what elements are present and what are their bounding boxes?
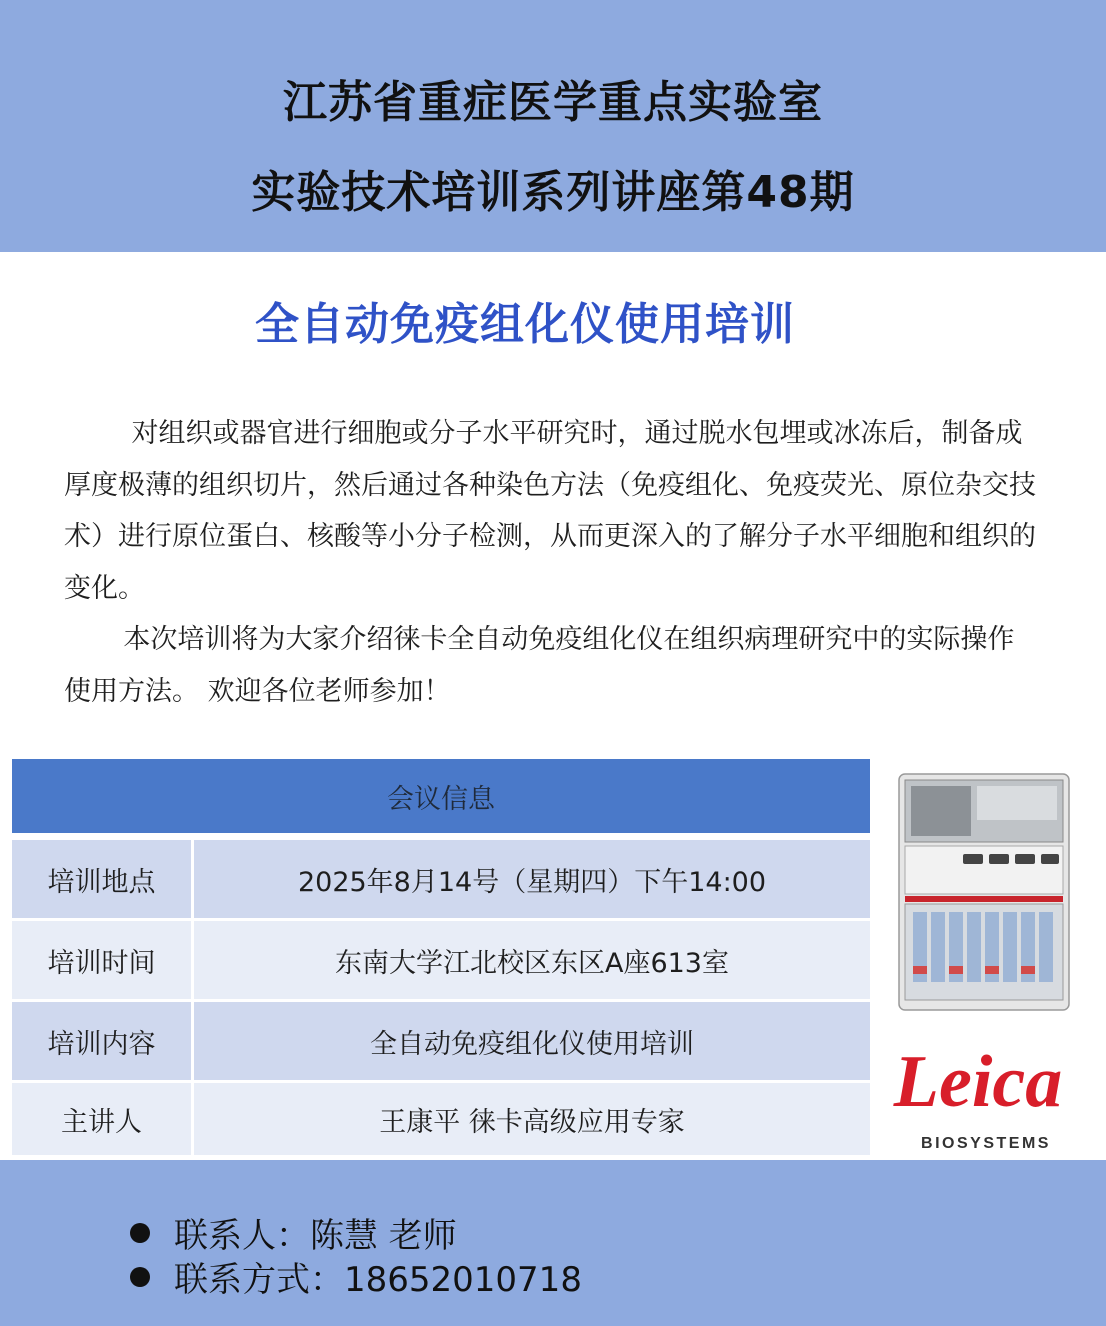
row-value: 2025年8月14号（星期四）下午14:00 xyxy=(194,840,870,918)
header-banner xyxy=(0,0,1106,252)
bullet-icon xyxy=(130,1223,150,1243)
row-label: 培训地点 xyxy=(12,840,191,918)
row-value: 王康平 徕卡高级应用专家 xyxy=(194,1083,870,1155)
contact-phone-text: 联系方式：18652010718 xyxy=(174,1260,582,1300)
contact-phone xyxy=(130,1252,582,1301)
stainer-instrument-image xyxy=(893,770,1075,1015)
contact-person-text: 联系人：陈慧 老师 xyxy=(174,1216,457,1256)
footer-banner xyxy=(0,1160,1106,1326)
row-value: 全自动免疫组化仪使用培训 xyxy=(194,1002,870,1080)
table-row xyxy=(12,921,870,999)
row-label: 主讲人 xyxy=(12,1083,191,1155)
bullet-icon xyxy=(130,1267,150,1287)
row-label: 培训内容 xyxy=(12,1002,191,1080)
lecture-series-title: 实验技术培训系列讲座第48期 xyxy=(251,167,855,218)
intro-text xyxy=(64,408,1039,717)
table-row xyxy=(12,1083,870,1155)
training-title: 全自动免疫组化仪使用培训 xyxy=(255,299,795,350)
leica-wordmark: Leica xyxy=(893,1041,1063,1123)
intro-paragraph-1: 对组织或器官进行细胞或分子水平研究时，通过脱水包埋或冰冻后，制备成厚度极薄的组织切片，然后通过各种染色方法（免疫组化、免疫荧光、原位杂交技术）进行原位蛋白、核酸等小分子检测，从而更深入的了解分子水平细胞和组织的变化。 xyxy=(64,418,1036,604)
intro-paragraph-2: 本次培训将为大家介绍徕卡全自动免疫组化仪在组织病理研究中的实际操作使用方法。 欢迎各位老师参加！ xyxy=(64,624,1015,707)
leica-tagline: BIOSYSTEMS xyxy=(921,1135,1051,1152)
lab-title: 江苏省重症医学重点实验室 xyxy=(283,77,823,128)
contact-person xyxy=(130,1208,457,1257)
table-row xyxy=(12,840,870,918)
leica-logo xyxy=(874,1018,1089,1158)
table-row xyxy=(12,1002,870,1080)
row-label: 培训时间 xyxy=(12,921,191,999)
row-value: 东南大学江北校区东区A座613室 xyxy=(194,921,870,999)
meeting-info-header: 会议信息 xyxy=(12,759,870,833)
